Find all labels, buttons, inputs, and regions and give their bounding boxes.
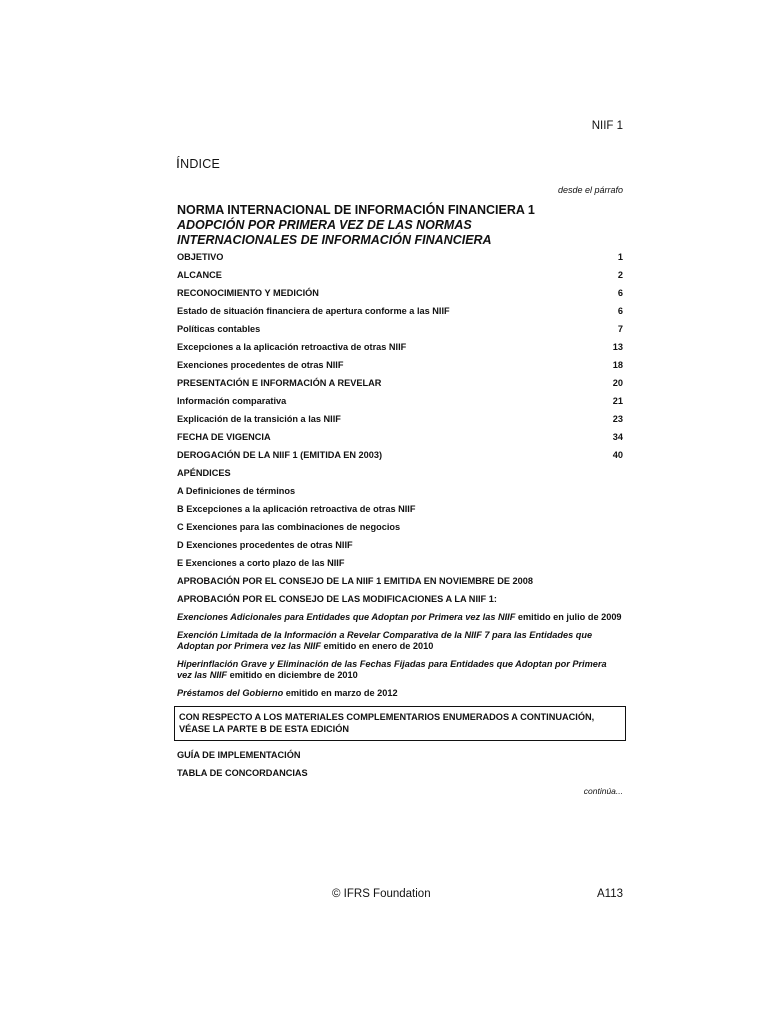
- index-rest: NDICE: [180, 157, 220, 171]
- toc-entry: [177, 396, 623, 407]
- toc-label: Exenciones procedentes de otras NIIF: [177, 360, 344, 370]
- amendment-title: Hiperinflación Grave y Eliminación de las Fechas Fijadas para Entidades que Adoptan por Primera vez las NIIF: [177, 659, 607, 680]
- toc-paragraph: 21: [612, 396, 623, 406]
- footer-page-number: A113: [596, 888, 623, 900]
- toc-label: DEROGACIÓN DE LA NIIF 1 (EMITIDA EN 2003): [177, 450, 383, 460]
- footer-copyright: © IFRS Foundation: [332, 888, 431, 900]
- toc-entry: [177, 486, 623, 497]
- index-first-letter: Í: [176, 155, 181, 171]
- standard-code: NIIF 1: [591, 120, 623, 132]
- toc-entry: [177, 360, 623, 371]
- toc-entry: [177, 270, 623, 281]
- toc-label: Estado de situación financiera de apertura conforme a las NIIF: [177, 306, 450, 316]
- toc-paragraph: 6: [617, 306, 623, 316]
- toc-label: B Excepciones a la aplicación retroactiva de otras NIIF: [177, 504, 416, 514]
- toc-label: Excepciones a la aplicación retroactiva de otras NIIF: [177, 342, 407, 352]
- supplementary-entry: [177, 768, 623, 779]
- standard-subtitle-line-2: INTERNACIONALES DE INFORMACIÓN FINANCIERA: [177, 233, 492, 247]
- amendment-issued: emitido en julio de 2009: [515, 612, 622, 622]
- toc-entry: [177, 504, 623, 515]
- amendment-title: Exención Limitada de la Información a Revelar Comparativa de la NIIF 7 para las Entidades que Adoptan por Primera vez las NIIF: [177, 630, 593, 651]
- toc-entry: [177, 378, 623, 389]
- continued-note: continúa...: [583, 786, 623, 796]
- toc-label: OBJETIVO: [177, 252, 224, 262]
- amendment-issued: emitido en marzo de 2012: [283, 688, 398, 698]
- toc-label: Información comparativa: [177, 396, 287, 406]
- toc-paragraph: 1: [617, 252, 623, 262]
- toc-label: ALCANCE: [177, 270, 222, 280]
- toc-paragraph: 20: [612, 378, 623, 388]
- amendment-entry: [177, 612, 623, 623]
- toc-entry: [177, 288, 623, 299]
- toc-entry: [177, 252, 623, 263]
- toc-paragraph: 18: [612, 360, 623, 370]
- toc-label: APROBACIÓN POR EL CONSEJO DE LA NIIF 1 EMITIDA EN NOVIEMBRE DE 2008: [177, 576, 533, 586]
- toc-entry: [177, 432, 623, 443]
- toc-entry: [177, 414, 623, 425]
- toc-entry: [177, 522, 623, 533]
- toc-entry: [177, 468, 623, 479]
- toc-paragraph: 23: [612, 414, 623, 424]
- toc-entry: [177, 342, 623, 353]
- toc-entry: [177, 324, 623, 335]
- toc-label: C Exenciones para las combinaciones de negocios: [177, 522, 401, 532]
- amendment-issued: emitido en diciembre de 2010: [227, 670, 358, 680]
- toc-paragraph: 7: [617, 324, 623, 334]
- contents-body: [177, 203, 623, 796]
- table-of-contents: [177, 252, 623, 796]
- toc-label: APÉNDICES: [177, 468, 231, 478]
- toc-entry: [177, 558, 623, 569]
- amendment-entry: [177, 688, 623, 699]
- toc-entry: [177, 306, 623, 317]
- toc-entry: [177, 576, 623, 587]
- index-heading: [176, 155, 220, 171]
- amendment-issued: emitido en enero de 2010: [320, 641, 434, 651]
- toc-label: Políticas contables: [177, 324, 261, 334]
- supplementary-entry: [177, 750, 623, 761]
- toc-paragraph: 40: [612, 450, 623, 460]
- toc-entry: [177, 540, 623, 551]
- supplementary-label: GUÍA DE IMPLEMENTACIÓN: [177, 750, 301, 760]
- toc-paragraph: 2: [617, 270, 623, 280]
- toc-label: D Exenciones procedentes de otras NIIF: [177, 540, 353, 550]
- toc-label: PRESENTACIÓN E INFORMACIÓN A REVELAR: [177, 378, 382, 388]
- toc-label: RECONOCIMIENTO Y MEDICIÓN: [177, 288, 319, 298]
- toc-label: FECHA DE VIGENCIA: [177, 432, 271, 442]
- boxed-note: CON RESPECTO A LOS MATERIALES COMPLEMENTARIOS ENUMERADOS A CONTINUACIÓN, VÉASE LA PARTE B DE ESTA EDICIÓN: [174, 706, 626, 741]
- toc-label: A Definiciones de términos: [177, 486, 296, 496]
- standard-subtitle-line-1: ADOPCIÓN POR PRIMERA VEZ DE LAS NORMAS: [177, 218, 472, 232]
- amendment-title: Exenciones Adicionales para Entidades que Adoptan por Primera vez las NIIF: [177, 612, 516, 622]
- supplementary-label: TABLA DE CONCORDANCIAS: [177, 768, 308, 778]
- toc-paragraph: 34: [612, 432, 623, 442]
- standard-title: NORMA INTERNACIONAL DE INFORMACIÓN FINANCIERA 1: [177, 203, 535, 217]
- toc-paragraph: 6: [617, 288, 623, 298]
- paragraph-column-note: desde el párrafo: [557, 185, 623, 195]
- amendment-entry: [177, 630, 623, 652]
- toc-entry: [177, 594, 623, 605]
- toc-label: Explicación de la transición a las NIIF: [177, 414, 341, 424]
- toc-paragraph: 13: [612, 342, 623, 352]
- toc-entry: [177, 450, 623, 461]
- amendment-title: Préstamos del Gobierno: [177, 688, 284, 698]
- toc-label: APROBACIÓN POR EL CONSEJO DE LAS MODIFICACIONES A LA NIIF 1:: [177, 594, 497, 604]
- amendment-entry: [177, 659, 623, 681]
- toc-label: E Exenciones a corto plazo de las NIIF: [177, 558, 345, 568]
